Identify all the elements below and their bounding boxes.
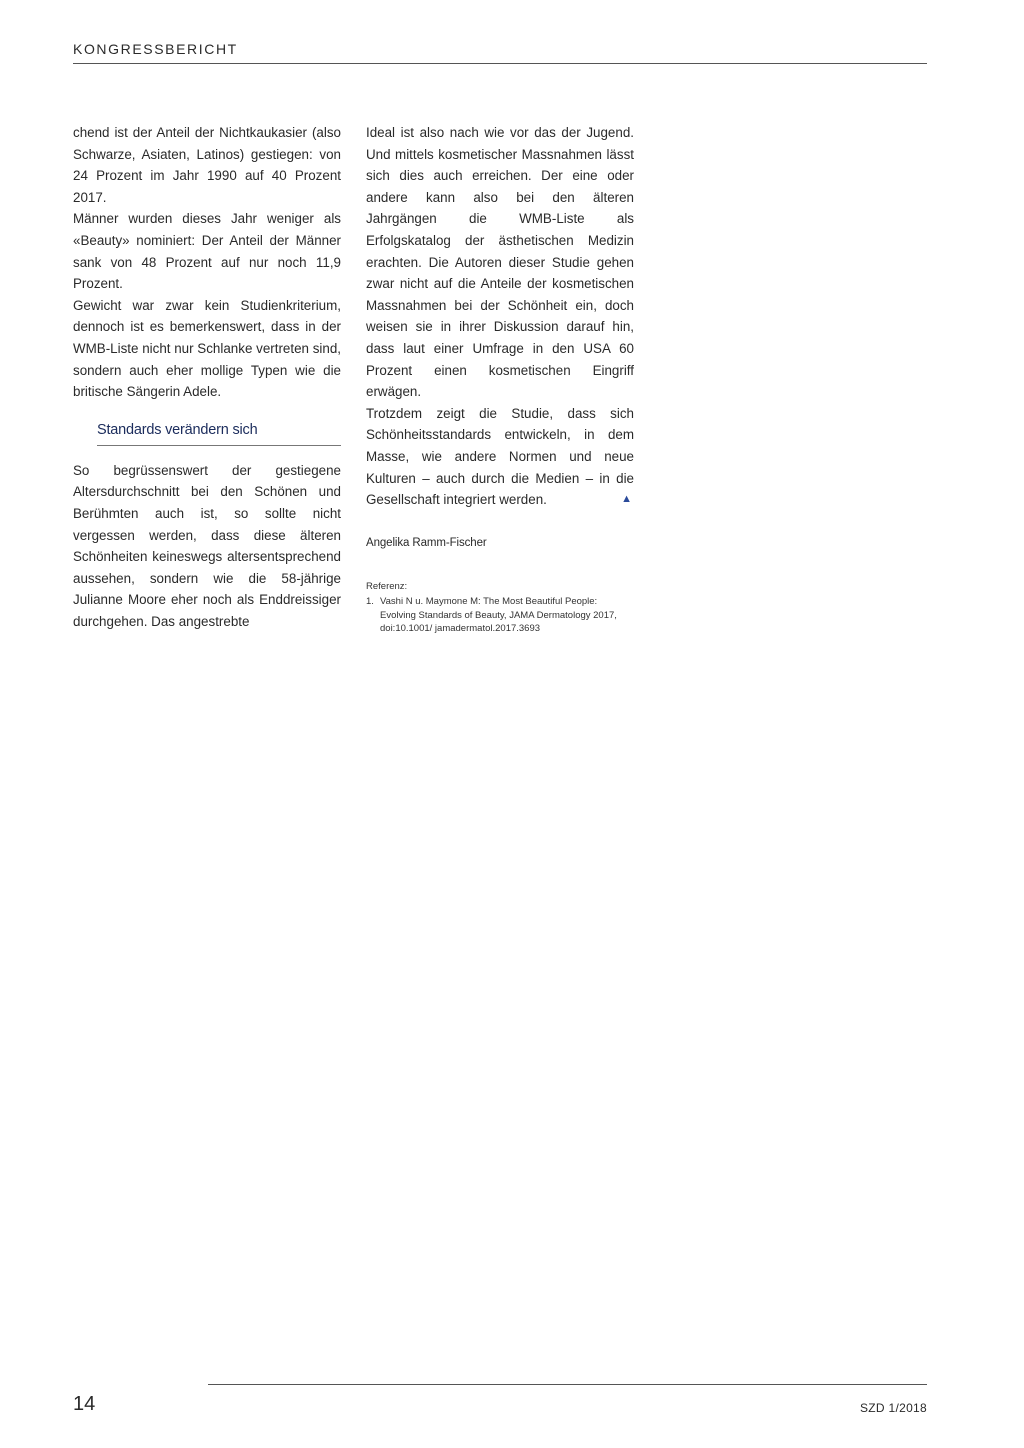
reference-number: 1. (366, 596, 374, 608)
body-paragraph: Gewicht war zwar kein Studienkriterium, dennoch ist es bemerkenswert, dass in der WMB-Liste nicht nur Schlanke vertreten sind, sondern auch eher mollige Typen wie die britische Sängerin Adele. (73, 297, 341, 400)
body-paragraph: chend ist der Anteil der Nichtkaukasier (also Schwarze, Asiaten, Latinos) gestiegen: von 24 Prozent im Jahr 1990 auf 40 Prozent 2017. (73, 125, 341, 205)
reference-item (366, 595, 634, 636)
header-divider (73, 63, 927, 64)
issue-label: SZD 1/2018 (859, 1401, 927, 1415)
right-column (366, 122, 634, 636)
article-end-triangle-icon: ▲ (621, 493, 632, 506)
reference-label: Referenz: (366, 581, 408, 593)
reference-text: Vashi N u. Maymone M: The Most Beautiful People: Evolving Standards of Beauty, JAMA Dermatology 2017, doi:10.1001/ jamadermatol.2017.3693 (380, 596, 617, 635)
body-paragraph: Ideal ist also nach wie vor das der Jugend. Und mittels kosmetischer Massnahmen lässt sich dies auch erreichen. Der eine oder andere kann also bei den älteren Jahrgängen die WMB-Liste als Erfolgskatalog der ästhetischen Medizin erachten. Die Autoren dieser Studie gehen zwar nicht auf die Anteile der kosmetischen Massnahmen bei der Schönheit ein, doch weisen sie in ihrer Diskussion darauf hin, dass laut einer Umfrage in den USA 60 Prozent einen kosmetischen Eingriff erwägen. (366, 125, 634, 400)
page-number: 14 (73, 1393, 96, 1415)
reference-list (366, 595, 634, 636)
author-byline: Angelika Ramm-Fischer (366, 536, 487, 549)
closing-paragraph (366, 403, 634, 511)
section-label: KONGRESSBERICHT (73, 41, 238, 57)
body-paragraph: So begrüssenswert der gestiegene Altersdurchschnitt bei den Schönen und Berühmten auch ist, so sollte nicht vergessen werden, dass diese älteren Schönheiten keineswegs altersentsprechend aussehen, sondern wie die 58-jährige Julianne Moore eher noch als Enddreissiger durchgehen. Das angestrebte (73, 462, 341, 629)
left-column (73, 122, 341, 632)
footer-divider (208, 1384, 927, 1385)
body-paragraph: Männer wurden dieses Jahr weniger als «Beauty» nominiert: Der Anteil der Männer sank von 48 Prozent auf nur noch 11,9 Prozent. (73, 211, 341, 292)
closing-paragraph-text: Trotzdem zeigt die Studie, dass sich Schönheitsstandards entwickeln, in dem Masse, wie andere Normen und neue Kulturen – auch durch die Medien – in die Gesellschaft integriert werden. (366, 405, 634, 508)
section-subheading: Standards verändern sich (97, 420, 341, 446)
